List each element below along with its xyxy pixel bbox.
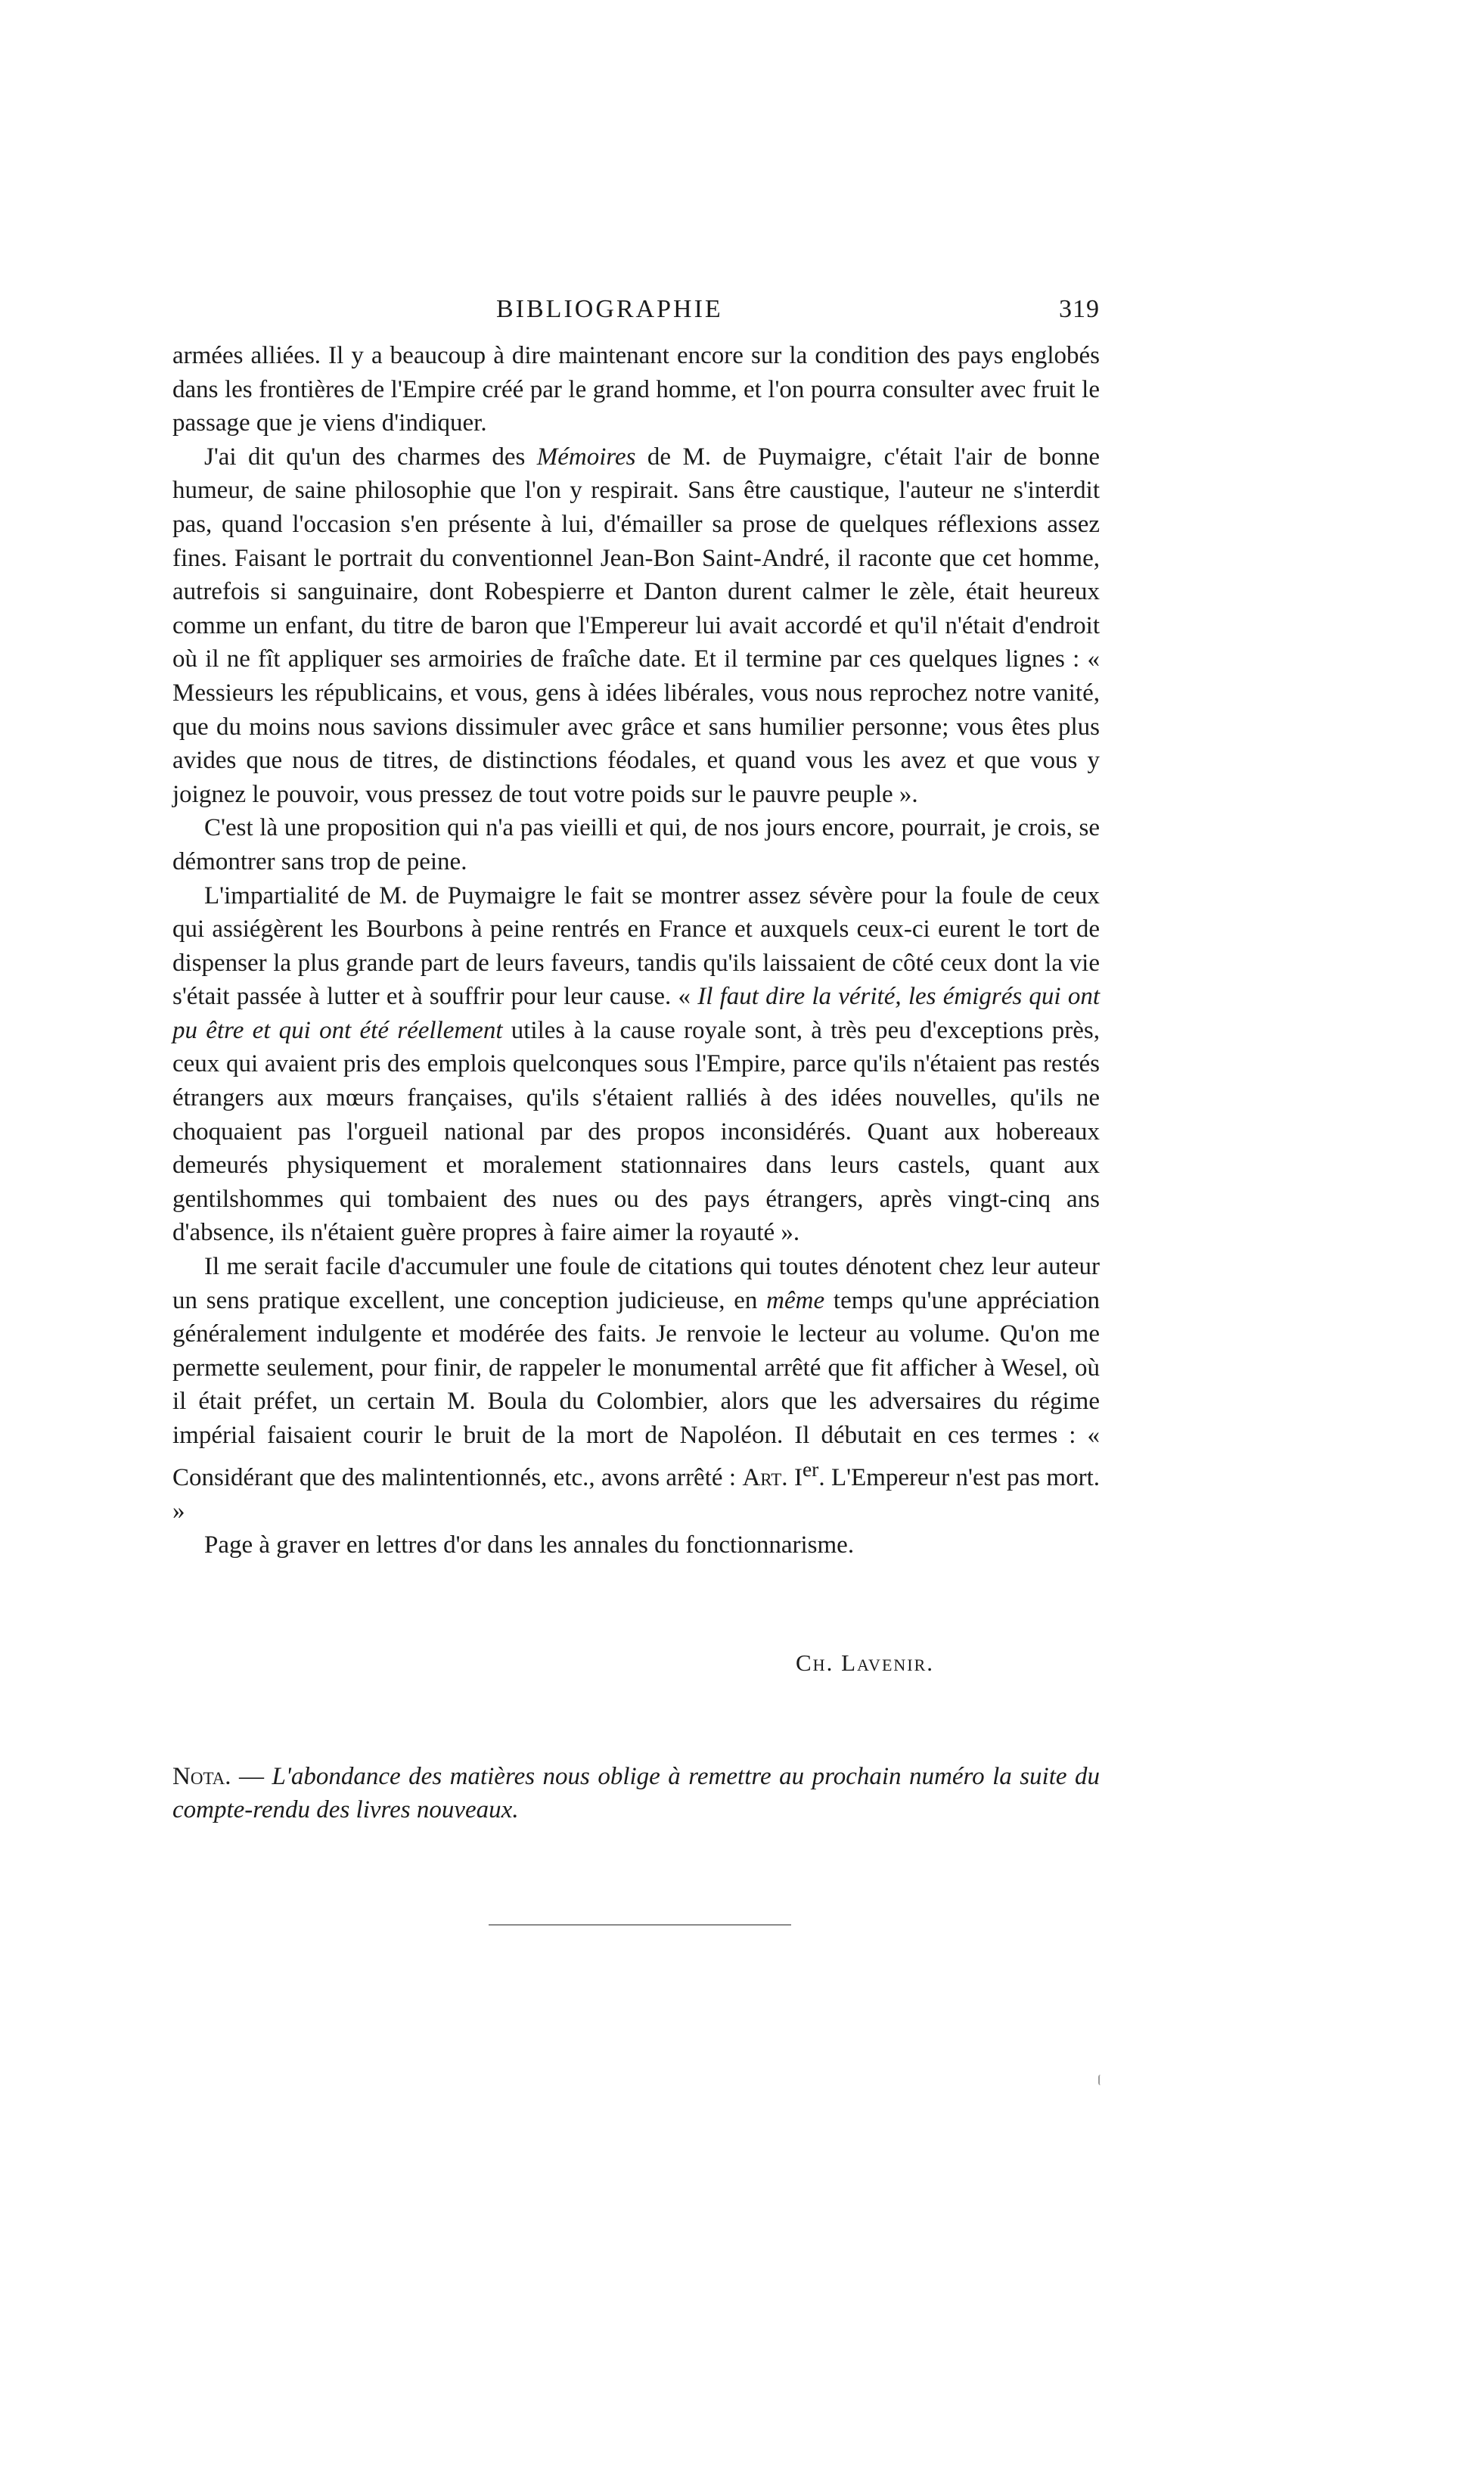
article-label: Art. [742, 1463, 788, 1491]
paragraph-5 [172, 1250, 1100, 1528]
article-body [172, 339, 1100, 1562]
section-divider [489, 1924, 791, 1926]
paragraph-2-text-a: J'ai dit qu'un des charmes des [204, 443, 537, 471]
note-label: Nota. — [172, 1763, 264, 1790]
meme-italic: même [766, 1286, 825, 1314]
note-text: L'abondance des matières nous oblige à remettre au prochain numéro la suite du compte-rendu des livres nouveaux. [172, 1763, 1101, 1823]
paragraph-2 [172, 440, 1100, 812]
paragraph-5-text-c: . L'Empereur n'est pas mort. » [172, 1463, 1100, 1525]
paragraph-4 [172, 879, 1100, 1251]
page-number: 319 [1059, 295, 1100, 323]
paragraph-5-text-a: Il me serait facile d'accumuler une foule de citations qui toutes dénotent chez leur auteur un sens pratique excellent, une conception judicieuse, en [172, 1253, 1100, 1314]
header-title: BIBLIOGRAPHIE [496, 295, 723, 323]
author-signature: Ch. Lavenir. [796, 1649, 935, 1676]
editorial-note [172, 1760, 1100, 1826]
memoires-title: Mémoires [536, 443, 636, 471]
quote-italic: Il faut dire la vérité, les émigrés qui ont pu être et qui ont été réellement [172, 983, 1100, 1044]
paragraph-2-text-b: de M. de Puymaigre, c'était l'air de bonne humeur, de saine philosophie que l'on y respirait. Sans être caustique, l'auteur ne s'interdit pas, quand l'occasion s'en présente à lui, d'émailler sa prose de quelques réflexions assez fines. Faisant le portrait du conventionnel Jean-Bon Saint-André, il raconte que cet homme, autrefois si sanguinaire, dont Robespierre et Danton durent calmer le zèle, était heureux comme un enfant, du titre de baron que l'Empereur lui avait accordé et qu'il n'était d'endroit où il ne fît appliquer ses armoiries de fraîche date. Et il termine par ces quelques lignes : « Messieurs les républicains, et vous, gens à idées libérales, vous nous reprochez notre vanité, que du moins nous savions dissimuler avec grâce et sans humilier personne; vous êtes plus avides que nous de titres, de distinctions féodales, et quand vous les avez et que vous y joignez le pouvoir, vous pressez de tout votre poids sur le pauvre peuple ». [172, 443, 1100, 808]
paragraph-5-text-b: temps qu'une appréciation généralement indulgente et modérée des faits. Je renvoie le lecteur au volume. Qu'on me permette seulement, pour finir, de rappeler le monumental arrêté que fit afficher à Wesel, où il était préfet, un certain M. Boula du Colombier, alors que les adversaires du régime impérial faisaient courir le bruit de la mort de Napoléon. Il débutait en ces termes : « Considérant que des malintentionnés, etc., avons arrêté : [172, 1286, 1100, 1491]
paragraph-4-text-a: L'impartialité de M. de Puymaigre le fait se montrer assez sévère pour la foule de ceux qui assiégèrent les Bourbons à peine rentrés en France et auxquels ceux-ci eurent le tort de dispenser la plus grande part de leurs faveurs, tandis qu'ils laissaient de côté ceux dont la vie s'était passée à lutter et à souffrir pour leur cause. « [172, 881, 1100, 1011]
paragraph-4-text-b: utiles à la cause royale sont, à très peu d'exceptions près, ceux qui avaient pris des emplois quelconques sous l'Empire, parce qu'ils n'étaient pas restés étrangers aux mœurs françaises, qu'ils s'étaient ralliés à des idées nouvelles, qu'ils ne choquaient pas l'orgueil national par des propos inconsidérés. Quant aux hobereaux demeurés physiquement et moralement stationnaires dans leurs castels, quant aux gentilshommes qui tombaient des nues ou des pays étrangers, après vingt-cinq ans d'absence, ils n'étaient guère propres à faire aimer la royauté ». [172, 1016, 1100, 1247]
ink-speck [1098, 2075, 1104, 2085]
paragraph-1: armées alliées. Il y a beaucoup à dire maintenant encore sur la condition des pays englobés dans les frontières de l'Empire créé par le grand homme, et l'on pourra consulter avec fruit le passage que je viens d'indiquer. [172, 342, 1100, 437]
running-header [172, 295, 1100, 333]
article-number-sup: er [802, 1457, 819, 1481]
article-number: I [787, 1463, 803, 1491]
paragraph-3: C'est là une proposition qui n'a pas vieilli et qui, de nos jours encore, pourrait, je crois, se démontrer sans trop de peine. [172, 814, 1100, 875]
paragraph-6: Page à graver en lettres d'or dans les annales du fonctionnarisme. [204, 1531, 855, 1559]
